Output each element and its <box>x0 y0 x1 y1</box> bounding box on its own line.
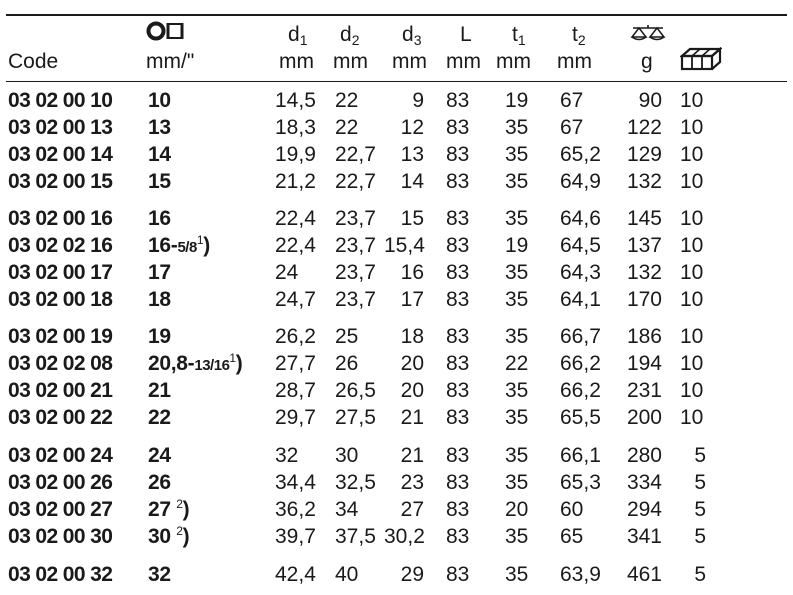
table-cell-code: 03 02 00 19 <box>8 325 113 348</box>
table-cell-d2: 22,7 <box>335 143 376 166</box>
footnote-paren: ) <box>182 498 190 521</box>
table-cell-L: 83 <box>446 471 470 494</box>
table-cell-t2: 67 <box>560 89 584 112</box>
header-d2-unit: mm <box>333 50 368 73</box>
size-value: 24 <box>148 444 171 467</box>
table-cell-d3: 9 <box>412 89 424 112</box>
table-cell-qty: 5 <box>694 471 706 494</box>
table-cell-d3: 15 <box>400 207 424 230</box>
table-cell-t2: 64,1 <box>560 288 601 311</box>
table-cell-t1: 35 <box>505 207 529 230</box>
header-L: L <box>460 23 472 46</box>
table-cell-qty: 10 <box>680 234 704 257</box>
table-cell-t1: 19 <box>505 234 529 257</box>
table-cell-size <box>148 351 274 379</box>
table-cell-t1: 35 <box>505 563 529 586</box>
table-cell-g: 186 <box>626 325 662 348</box>
header-code: Code <box>8 50 59 73</box>
table-cell-size <box>148 115 274 141</box>
table-cell-d1: 22,4 <box>275 234 316 257</box>
table-cell-d2: 26,5 <box>335 379 376 402</box>
table-cell-d3: 13 <box>400 143 424 166</box>
table-cell-code: 03 02 00 13 <box>8 116 113 139</box>
table-cell-t1: 35 <box>505 406 529 429</box>
table-cell-d2: 22 <box>335 89 359 112</box>
table-cell-code: 03 02 02 08 <box>8 352 113 375</box>
table-cell-code: 03 02 00 10 <box>8 89 113 112</box>
table-cell-g: 122 <box>626 116 662 139</box>
table-cell-L: 83 <box>446 143 470 166</box>
table-cell-d3: 20 <box>400 379 424 402</box>
size-value: 18 <box>148 288 171 311</box>
table-cell-t1: 35 <box>505 261 529 284</box>
table-cell-qty: 10 <box>680 288 704 311</box>
table-cell-g: 341 <box>626 525 662 548</box>
size-value: 27 <box>148 498 177 521</box>
table-cell-qty: 5 <box>694 563 706 586</box>
table-cell-qty: 10 <box>680 406 704 429</box>
table-cell-qty: 10 <box>680 261 704 284</box>
table-cell-size <box>148 88 274 114</box>
table-cell-code: 03 02 00 15 <box>8 170 113 193</box>
table-cell-size <box>148 405 274 431</box>
table-cell-size <box>148 324 274 350</box>
table-cell-d3: 17 <box>400 288 424 311</box>
table-cell-L: 83 <box>446 170 470 193</box>
table-cell-code: 03 02 00 27 <box>8 498 113 521</box>
table-cell-t1: 19 <box>505 89 529 112</box>
table-cell-code: 03 02 00 22 <box>8 406 113 429</box>
table-cell-t2: 66,1 <box>560 444 601 467</box>
table-cell-g: 334 <box>626 471 662 494</box>
table-cell-code: 03 02 00 17 <box>8 261 113 284</box>
table-cell-L: 83 <box>446 234 470 257</box>
table-cell-g: 145 <box>626 207 662 230</box>
table-cell-t2: 65 <box>560 525 584 548</box>
table-cell-t1: 35 <box>505 471 529 494</box>
size-value: 16- <box>148 234 178 257</box>
table-cell-d1: 36,2 <box>275 498 316 521</box>
table-cell-g: 461 <box>626 563 662 586</box>
table-cell-d2: 23,7 <box>335 207 376 230</box>
size-fraction: 5/8 <box>177 239 197 256</box>
table-cell-size <box>148 524 274 550</box>
table-cell-d3: 21 <box>400 406 424 429</box>
table-cell-d2: 32,5 <box>335 471 376 494</box>
table-cell-code: 03 02 00 14 <box>8 143 113 166</box>
table-cell-d1: 28,7 <box>275 379 316 402</box>
table-cell-d2: 22,7 <box>335 170 376 193</box>
header-weight-unit: g <box>641 50 653 73</box>
table-cell-t2: 66,2 <box>560 352 601 375</box>
table-cell-t2: 64,5 <box>560 234 601 257</box>
table-cell-qty: 10 <box>680 379 704 402</box>
table-cell-code: 03 02 00 30 <box>8 525 113 548</box>
table-cell-d1: 14,5 <box>275 89 316 112</box>
table-cell-t2: 65,5 <box>560 406 601 429</box>
header-rule <box>6 81 787 82</box>
table-cell-t2: 66,2 <box>560 379 601 402</box>
table-cell-size <box>148 470 274 496</box>
header-t1-unit: mm <box>496 50 531 73</box>
table-cell-size <box>148 562 274 588</box>
table-cell-t1: 20 <box>505 498 529 521</box>
table-cell-L: 83 <box>446 261 470 284</box>
size-value: 13 <box>148 116 171 139</box>
table-cell-d1: 34,4 <box>275 471 316 494</box>
table-cell-g: 294 <box>626 498 662 521</box>
table-cell-t1: 35 <box>505 143 529 166</box>
table-cell-d1: 26,2 <box>275 325 316 348</box>
table-cell-L: 83 <box>446 444 470 467</box>
table-cell-d2: 26 <box>335 352 359 375</box>
table-cell-qty: 10 <box>680 207 704 230</box>
footnote-paren: ) <box>203 234 210 257</box>
table-cell-t2: 65,3 <box>560 471 601 494</box>
table-cell-g: 231 <box>626 379 662 402</box>
table-cell-size <box>148 169 274 195</box>
footnote-paren: ) <box>182 525 190 548</box>
footnote-marker: 2 <box>176 524 183 538</box>
table-cell-d1: 18,3 <box>275 116 316 139</box>
table-cell-qty: 5 <box>694 525 706 548</box>
socket-size-icon <box>146 20 186 42</box>
table-cell-d3: 30,2 <box>384 525 425 548</box>
size-value: 19 <box>148 325 171 348</box>
table-cell-size <box>148 206 274 232</box>
table-cell-d2: 30 <box>335 444 359 467</box>
table-cell-d1: 27,7 <box>275 352 316 375</box>
table-cell-code: 03 02 00 24 <box>8 444 113 467</box>
table-cell-t2: 65,2 <box>560 143 601 166</box>
table-cell-d3: 29 <box>400 563 424 586</box>
table-cell-code: 03 02 00 26 <box>8 471 113 494</box>
table-cell-g: 200 <box>626 406 662 429</box>
table-cell-t2: 63,9 <box>560 563 601 586</box>
table-cell-t1: 22 <box>505 352 529 375</box>
size-value: 26 <box>148 471 171 494</box>
table-cell-d1: 42,4 <box>275 563 316 586</box>
footnote-paren: ) <box>235 352 243 375</box>
scale-icon <box>630 23 666 43</box>
table-cell-L: 83 <box>446 116 470 139</box>
table-cell-L: 83 <box>446 207 470 230</box>
table-cell-L: 83 <box>446 325 470 348</box>
table-cell-d2: 25 <box>335 325 359 348</box>
table-cell-d1: 21,2 <box>275 170 316 193</box>
table-cell-d3: 12 <box>400 116 424 139</box>
header-t2: $t_2$ <box>572 23 586 48</box>
table-cell-d3: 16 <box>400 261 424 284</box>
table-cell-L: 83 <box>446 352 470 375</box>
table-cell-g: 170 <box>626 288 662 311</box>
table-cell-qty: 10 <box>680 352 704 375</box>
table-cell-size <box>148 260 274 286</box>
table-cell-qty: 5 <box>694 444 706 467</box>
top-rule <box>6 14 787 16</box>
table-cell-d1: 29,7 <box>275 406 316 429</box>
footnote-marker: 1 <box>196 233 204 247</box>
table-cell-g: 90 <box>638 89 662 112</box>
table-cell-qty: 5 <box>694 498 706 521</box>
size-value: 10 <box>148 89 171 112</box>
table-cell-qty: 10 <box>680 143 704 166</box>
table-cell-size <box>148 142 274 168</box>
table-cell-d1: 19,9 <box>275 143 316 166</box>
table-cell-t1: 35 <box>505 444 529 467</box>
table-cell-qty: 10 <box>680 89 704 112</box>
table-cell-size <box>148 287 274 313</box>
table-cell-L: 83 <box>446 406 470 429</box>
table-cell-t1: 35 <box>505 525 529 548</box>
table-cell-size <box>148 233 274 261</box>
size-value: 17 <box>148 261 171 284</box>
table-cell-t2: 67 <box>560 116 584 139</box>
table-cell-d3: 21 <box>400 444 424 467</box>
size-value: 16 <box>148 207 171 230</box>
table-cell-g: 137 <box>626 234 662 257</box>
table-cell-g: 194 <box>626 352 662 375</box>
table-cell-d2: 37,5 <box>335 525 376 548</box>
table-cell-qty: 10 <box>680 170 704 193</box>
footnote-marker: 2 <box>176 497 183 511</box>
table-cell-size <box>148 378 274 404</box>
table-cell-L: 83 <box>446 563 470 586</box>
header-d1: $d_1$ <box>288 23 308 48</box>
table-cell-d2: 22 <box>335 116 359 139</box>
header-size-unit: mm/" <box>146 50 195 73</box>
table-cell-g: 132 <box>626 261 662 284</box>
header-d3-unit: mm <box>392 50 427 73</box>
table-cell-d2: 34 <box>335 498 359 521</box>
table-cell-L: 83 <box>446 525 470 548</box>
table-cell-g: 132 <box>626 170 662 193</box>
table-cell-t1: 35 <box>505 170 529 193</box>
table-cell-d1: 24 <box>275 261 299 284</box>
header-d1-unit: mm <box>279 50 314 73</box>
table-cell-t1: 35 <box>505 116 529 139</box>
size-value: 21 <box>148 379 171 402</box>
table-cell-d3: 27 <box>400 498 424 521</box>
table-cell-d2: 40 <box>335 563 359 586</box>
table-cell-L: 83 <box>446 89 470 112</box>
table-cell-d1: 39,7 <box>275 525 316 548</box>
size-value: 30 <box>148 525 177 548</box>
table-cell-code: 03 02 02 16 <box>8 234 113 257</box>
table-cell-d3: 23 <box>400 471 424 494</box>
table-cell-t1: 35 <box>505 379 529 402</box>
table-cell-t2: 60 <box>560 498 584 521</box>
table-cell-t2: 64,6 <box>560 207 601 230</box>
table-cell-qty: 10 <box>680 116 704 139</box>
header-t1: $t_1$ <box>512 23 526 48</box>
table-cell-g: 129 <box>626 143 662 166</box>
table-cell-g: 280 <box>626 444 662 467</box>
table-cell-t1: 35 <box>505 288 529 311</box>
footnote-marker: 1 <box>229 351 236 365</box>
header-d3: $d_3$ <box>402 23 422 48</box>
table-cell-t1: 35 <box>505 325 529 348</box>
table-cell-d2: 23,7 <box>335 234 376 257</box>
size-value: 20,8- <box>148 352 195 375</box>
table-cell-d2: 27,5 <box>335 406 376 429</box>
table-cell-d1: 24,7 <box>275 288 316 311</box>
table-cell-code: 03 02 00 21 <box>8 379 113 402</box>
table-cell-code: 03 02 00 32 <box>8 563 113 586</box>
table-cell-d3: 14 <box>400 170 424 193</box>
table-cell-L: 83 <box>446 379 470 402</box>
table-cell-size <box>148 497 274 523</box>
table-cell-d1: 22,4 <box>275 207 316 230</box>
table-cell-d2: 23,7 <box>335 261 376 284</box>
table-cell-code: 03 02 00 16 <box>8 207 113 230</box>
table-cell-size <box>148 443 274 469</box>
table-cell-t2: 64,9 <box>560 170 601 193</box>
size-value: 15 <box>148 170 171 193</box>
header-t2-unit: mm <box>557 50 592 73</box>
size-value: 14 <box>148 143 171 166</box>
table-cell-code: 03 02 00 18 <box>8 288 113 311</box>
table-cell-qty: 10 <box>680 325 704 348</box>
table-cell-d2: 23,7 <box>335 288 376 311</box>
table-cell-d3: 20 <box>400 352 424 375</box>
table-cell-d3: 18 <box>400 325 424 348</box>
table-cell-d3: 15,4 <box>384 234 425 257</box>
size-fraction: 13/16 <box>194 357 230 374</box>
header-d2: $d_2$ <box>340 23 360 48</box>
header-L-unit: mm <box>446 50 481 73</box>
table-cell-d1: 32 <box>275 444 299 467</box>
table-cell-t2: 64,3 <box>560 261 601 284</box>
size-value: 22 <box>148 406 171 429</box>
size-value: 32 <box>148 563 171 586</box>
table-cell-t2: 66,7 <box>560 325 601 348</box>
package-box-icon <box>680 47 722 71</box>
table-cell-L: 83 <box>446 498 470 521</box>
table-cell-L: 83 <box>446 288 470 311</box>
